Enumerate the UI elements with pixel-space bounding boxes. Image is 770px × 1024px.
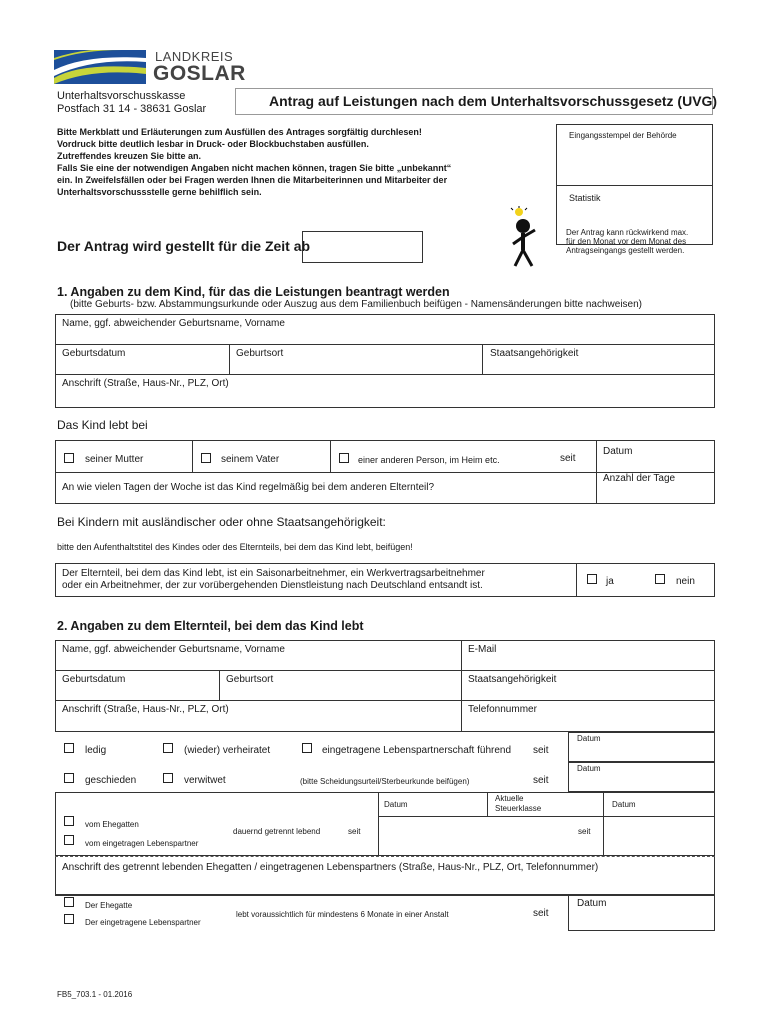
seasonal-question: oder ein Arbeitnehmer, der zur vorübergehenden Dienstleistung nach Deutschland entsandt ist. bbox=[62, 580, 483, 591]
getrennt-label: dauernd getrennt lebend bbox=[233, 827, 321, 836]
divider bbox=[596, 440, 597, 504]
divider bbox=[378, 816, 715, 817]
statistik-label: Statistik bbox=[569, 193, 601, 203]
instruction-line: Bitte Merkblatt und Erläuterungen zum Ausfüllen des Antrages sorgfältig durchlesen! bbox=[57, 127, 422, 137]
divider bbox=[55, 344, 715, 345]
logo bbox=[52, 48, 246, 88]
separated-address-label: Anschrift des getrennt lebenden Ehegatten / eingetragenen Lebenspartners (Straße, Haus-Nr., PLZ, Ort, Telefonnummer) bbox=[62, 862, 599, 873]
seit-date-label: Datum bbox=[577, 734, 601, 743]
partnerschaft-checkbox[interactable] bbox=[302, 743, 312, 753]
instruction-line: Vordruck bitte deutlich lesbar in Druck- oder Blockbuchstaben ausfüllen. bbox=[57, 139, 369, 149]
period-note: für den Monat vor dem Monat des bbox=[566, 237, 687, 246]
parent-phone-field[interactable]: Telefonnummer bbox=[468, 704, 537, 715]
divider bbox=[557, 185, 712, 186]
logo-text-landkreis: LANDKREIS bbox=[155, 49, 234, 64]
title-box bbox=[235, 88, 718, 115]
stamp-box[interactable] bbox=[556, 124, 713, 245]
divider bbox=[55, 700, 715, 701]
period-note: Der Antrag kann rückwirkend max. bbox=[566, 228, 689, 237]
verheiratet-label: (wieder) verheiratet bbox=[184, 745, 271, 756]
child-birthdate-field[interactable]: Geburtsdatum bbox=[62, 348, 126, 359]
instruction-line: Falls Sie eine der notwendigen Angaben nicht machen können, tragen Sie bitte „unbekannt“ bbox=[57, 163, 452, 173]
lives-with-title: Das Kind lebt bei bbox=[57, 418, 148, 432]
separation-date-header: Datum bbox=[384, 800, 408, 809]
verwitwet-label: verwitwet bbox=[184, 775, 226, 786]
other-person-label: einer anderen Person, im Heim etc. bbox=[358, 455, 500, 465]
parent-address-field[interactable]: Anschrift (Straße, Haus-Nr., PLZ, Ort) bbox=[62, 704, 229, 715]
der-partner-checkbox[interactable] bbox=[64, 914, 74, 924]
seit-label: seit bbox=[533, 745, 549, 756]
instruction-line: Unterhaltsvorschussstelle gerne behilflich sein. bbox=[57, 187, 262, 197]
divider bbox=[55, 374, 715, 375]
seit-label: seit bbox=[533, 908, 549, 919]
section1-subheading: (bitte Geburts- bzw. Abstammungsurkunde oder Auszug aus dem Familienbuch beifügen - Namensänderungen bitte nachweisen) bbox=[70, 299, 642, 310]
lives-with-date-field[interactable]: Datum bbox=[603, 446, 633, 457]
vom-ehegatten-label: vom Ehegatten bbox=[85, 820, 139, 829]
office-address: Postfach 31 14 - 38631 Goslar bbox=[57, 103, 207, 115]
seasonal-question: Der Elternteil, bei dem das Kind lebt, ist ein Saisonarbeitnehmer, ein Werkvertragsarbeitnehmer bbox=[62, 568, 485, 579]
period-note: Antragseingangs gestellt werden. bbox=[566, 246, 685, 255]
parent-birthdate-field[interactable]: Geburtsdatum bbox=[62, 674, 126, 685]
page-title: Antrag auf Leistungen nach dem Unterhaltsvorschussgesetz (UVG) bbox=[269, 93, 718, 109]
section2-heading: 2. Angaben zu dem Elternteil, bei dem das Kind lebt bbox=[57, 619, 364, 633]
vom-partner-label: vom eingetragen Lebenspartner bbox=[85, 839, 199, 848]
geschieden-label: geschieden bbox=[85, 775, 137, 786]
parent-name-field[interactable]: Name, ggf. abweichender Geburtsname, Vorname bbox=[62, 644, 285, 655]
steuerklasse-header: Steuerklasse bbox=[495, 804, 542, 813]
child-birthplace-field[interactable]: Geburtsort bbox=[236, 348, 284, 359]
divider bbox=[603, 792, 604, 856]
foreign-note: bitte den Aufenthaltstitel des Kindes oder des Elternteils, bei dem das Kind lebt, beifügen! bbox=[57, 542, 413, 552]
instruction-line: ein. In Zweifelsfällen oder bei Fragen werden Ihnen die Mitarbeiterinnen und Mitarbeiter der bbox=[57, 175, 448, 185]
vom-partner-checkbox[interactable] bbox=[64, 835, 74, 845]
ledig-checkbox[interactable] bbox=[64, 743, 74, 753]
divider bbox=[487, 792, 488, 816]
geschieden-checkbox[interactable] bbox=[64, 773, 74, 783]
verheiratet-checkbox[interactable] bbox=[163, 743, 173, 753]
child-name-field[interactable]: Name, ggf. abweichender Geburtsname, Vorname bbox=[62, 318, 285, 329]
divider bbox=[229, 344, 230, 374]
steuerklasse-header: Aktuelle bbox=[495, 794, 524, 803]
stamp-label: Eingangsstempel der Behörde bbox=[569, 131, 677, 140]
thinking-figure-icon bbox=[505, 206, 545, 268]
parent-nationality-field[interactable]: Staatsangehörigkeit bbox=[468, 674, 557, 685]
logo-graphic bbox=[52, 48, 148, 86]
parent-email-field[interactable]: E-Mail bbox=[468, 644, 497, 655]
mother-checkbox[interactable] bbox=[64, 453, 74, 463]
seit-label: seit bbox=[578, 827, 591, 836]
divider bbox=[192, 440, 193, 472]
vom-ehegatten-checkbox[interactable] bbox=[64, 816, 74, 826]
nein-checkbox[interactable] bbox=[655, 574, 665, 584]
scheidung-note: (bitte Scheidungsurteil/Sterbeurkunde beifügen) bbox=[300, 777, 470, 786]
seit-label: seit bbox=[348, 827, 361, 836]
form-id: FB5_703.1 - 01.2016 bbox=[57, 990, 133, 999]
divider bbox=[482, 344, 483, 374]
period-label: Der Antrag wird gestellt für die Zeit ab bbox=[57, 238, 311, 254]
ja-label: ja bbox=[606, 576, 614, 587]
father-label: seinem Vater bbox=[221, 454, 280, 465]
child-address-field[interactable]: Anschrift (Straße, Haus-Nr., PLZ, Ort) bbox=[62, 378, 229, 389]
period-input[interactable] bbox=[302, 231, 423, 263]
days-question: An wie vielen Tagen der Woche ist das Kind regelmäßig bei dem anderen Elternteil? bbox=[62, 482, 435, 493]
logo-text-goslar: GOSLAR bbox=[153, 62, 246, 85]
seit-label: seit bbox=[533, 775, 549, 786]
der-ehegatte-checkbox[interactable] bbox=[64, 897, 74, 907]
ja-checkbox[interactable] bbox=[587, 574, 597, 584]
section1-heading: 1. Angaben zu dem Kind, für das die Leistungen beantragt werden bbox=[57, 285, 450, 299]
father-checkbox[interactable] bbox=[201, 453, 211, 463]
divider bbox=[576, 563, 577, 597]
office-name: Unterhaltsvorschusskasse bbox=[57, 90, 186, 102]
other-person-checkbox[interactable] bbox=[339, 453, 349, 463]
der-partner-label: Der eingetragene Lebenspartner bbox=[85, 918, 201, 927]
days-count-field[interactable]: Anzahl der Tage bbox=[603, 473, 676, 484]
divider bbox=[378, 792, 379, 856]
ledig-label: ledig bbox=[85, 745, 107, 756]
mother-label: seiner Mutter bbox=[85, 454, 144, 465]
instruction-line: Zutreffendes kreuzen Sie bitte an. bbox=[57, 151, 202, 161]
anstalt-date-label: Datum bbox=[577, 898, 607, 909]
divider bbox=[330, 440, 331, 472]
anstalt-label: lebt voraussichtlich für mindestens 6 Monate in einer Anstalt bbox=[236, 910, 449, 919]
nein-label: nein bbox=[676, 576, 695, 587]
seit-date-label: Datum bbox=[577, 764, 601, 773]
parent-birthplace-field[interactable]: Geburtsort bbox=[226, 674, 274, 685]
seit-label: seit bbox=[560, 453, 576, 464]
foreign-title: Bei Kindern mit ausländischer oder ohne Staatsangehörigkeit: bbox=[57, 515, 386, 529]
divider bbox=[461, 640, 462, 732]
divider bbox=[219, 670, 220, 700]
partnerschaft-label: eingetragene Lebenspartnerschaft führend bbox=[322, 745, 512, 756]
child-nationality-field[interactable]: Staatsangehörigkeit bbox=[490, 348, 579, 359]
divider bbox=[55, 670, 715, 671]
verwitwet-checkbox[interactable] bbox=[163, 773, 173, 783]
steuerklasse-date-header: Datum bbox=[612, 800, 636, 809]
der-ehegatte-label: Der Ehegatte bbox=[85, 901, 133, 910]
